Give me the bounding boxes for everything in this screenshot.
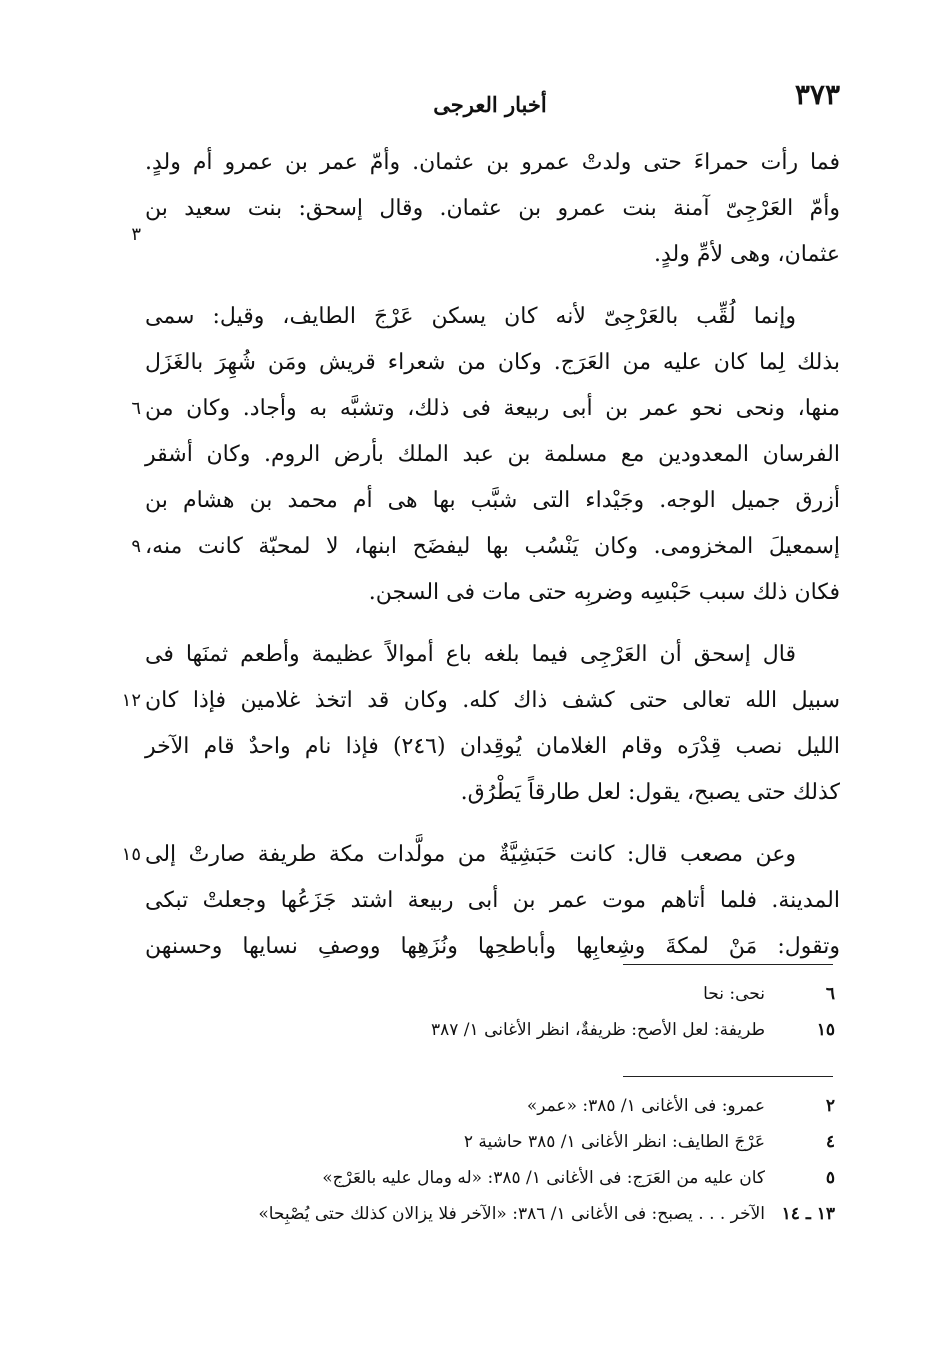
line-number: ١٢ bbox=[121, 690, 141, 711]
footnote-ref: ٥ bbox=[825, 1168, 835, 1188]
footnote bbox=[175, 1012, 835, 1048]
paragraph bbox=[121, 632, 840, 816]
footnote bbox=[175, 1124, 835, 1160]
footnote-text: كان عليه من العَرَج: فى الأغانى ١/ ٣٨٥: «له ومال عليه بالعَرْج» bbox=[322, 1168, 765, 1188]
line-number: ٦ bbox=[131, 398, 141, 419]
line-text: وعن مصعب قال: كانت حَبَشِيَّةٌ من مولَّدات مكة طريفة صارتْ إلى bbox=[145, 842, 796, 867]
running-title: أخبار العرجى bbox=[433, 92, 547, 117]
text-line bbox=[145, 478, 840, 524]
footnote-ref: ١٣ ـ ١٤ bbox=[781, 1204, 835, 1224]
text-line bbox=[121, 832, 840, 878]
footnote bbox=[175, 1160, 835, 1196]
text-line bbox=[145, 632, 840, 678]
paragraph bbox=[131, 294, 841, 616]
footnote bbox=[175, 976, 835, 1012]
line-text: الفرسان المعدودين مع مسلمة بن عبد الملك بأرض الروم. وكان أشقر bbox=[145, 442, 841, 467]
line-number: ١٥ bbox=[121, 844, 141, 865]
footnote-rule bbox=[623, 1076, 833, 1077]
text-line bbox=[145, 724, 840, 770]
text-line bbox=[121, 678, 840, 724]
variant-notes bbox=[175, 1088, 835, 1232]
line-text: إسمعيلَ المخزومى. وكان يَنْسُب بها ليفضَح ابنها، لا لمحبّة كانت منه، bbox=[145, 534, 840, 559]
footnote-text: الآخر . . . يصبح: فى الأغانى ١/ ٣٨٦: «الآخر فلا يزالان كذلك حتى يُصْبِحا» bbox=[258, 1204, 765, 1224]
line-text: الليل نصب قِدْرَه وقام الغلامان يُوقِدان (٢٤٦) فإذا نام واحدٌ قام الآخر bbox=[145, 734, 840, 759]
line-text: وأمّ العَرْجِىّ آمنة بنت عمرو بن عثمان. وقال إسحق: بنت سعيد بن bbox=[145, 196, 840, 221]
apparatus-notes bbox=[175, 976, 835, 1048]
line-text: فكان ذلك سبب حَبْسِه وضربِه حتى مات فى السجن. bbox=[368, 580, 840, 605]
text-line bbox=[131, 386, 840, 432]
line-number: ٩ bbox=[131, 536, 141, 557]
text-line bbox=[145, 770, 840, 816]
footnote-text: طريفة: لعل الأصح: ظريفةٌ، انظر الأغانى ١/ ٣٨٧ bbox=[430, 1020, 765, 1040]
footnote-text: عَرْجَ الطايف: انظر الأغانى ١/ ٣٨٥ حاشية ٢ bbox=[463, 1132, 765, 1152]
text-line bbox=[145, 340, 840, 386]
line-number: ٣ bbox=[131, 224, 141, 245]
footnote-ref: ١٥ bbox=[816, 1020, 835, 1040]
line-text: قال إسحق أن العَرْجِى فيما بلغه باع أموالاً عظيمة وأطعم ثمنَها فى bbox=[145, 642, 796, 667]
page-header bbox=[140, 78, 840, 118]
main-text bbox=[121, 140, 841, 986]
paragraph bbox=[131, 140, 840, 278]
footnote-text: عمرو: فى الأغانى ١/ ٣٨٥: «عمر» bbox=[526, 1096, 765, 1116]
footnote-rule bbox=[623, 964, 833, 965]
text-line bbox=[145, 294, 840, 340]
line-text: منها، ونحى نحو عمر بن أبى ربيعة فى ذلك، وتشبَّه به وأجاد. وكان من bbox=[145, 396, 840, 421]
line-text: أزرق جميل الوجه. وجَيْداء التى شبَّب بها هى أم محمد بن هشام بن bbox=[145, 488, 840, 513]
text-line bbox=[145, 186, 840, 232]
footnote-ref: ٦ bbox=[825, 984, 835, 1004]
line-text: وتقول: مَنْ لمكةَ وشِعابِها وأباطحِها ونُزَهِها ووصفِ نسايها وحسنهن bbox=[145, 934, 840, 959]
footnote bbox=[175, 1196, 835, 1232]
line-text: المدينة. فلما أتاهم موت عمر بن أبى ربيعة اشتد جَزَعُها وجعلتْ تبكى bbox=[145, 888, 841, 913]
line-text: وإنما لُقِّب بالعَرْجِىّ لأنه كان يسكن عَرْجَ الطايف، وقيل: سمى bbox=[145, 304, 796, 329]
text-line bbox=[145, 878, 840, 924]
footnote bbox=[175, 1088, 835, 1124]
line-text: كذلك حتى يصبح، يقول: لعل طارقاً يَطْرُق. bbox=[460, 780, 840, 805]
text-line bbox=[131, 224, 840, 278]
text-line bbox=[145, 570, 840, 616]
line-text: فما رأت حمراءَ حتى ولدتْ عمرو بن عثمان. وأمّ عمر بن عمرو أم ولدٍ. bbox=[145, 150, 840, 175]
footnote-ref: ٤ bbox=[825, 1132, 835, 1152]
paragraph bbox=[121, 832, 841, 970]
line-text: بذلك لِما كان عليه من العَرَج. وكان من شعراء قريش ومَن شُهِرَ بالغَزَل bbox=[145, 350, 840, 375]
line-text: عثمان، وهى لأمِّ ولدٍ. bbox=[653, 242, 840, 267]
page-number: ٣٧٣ bbox=[794, 78, 840, 111]
text-line bbox=[145, 432, 840, 478]
text-line bbox=[131, 524, 840, 570]
footnote-text: نحى: نحا bbox=[703, 984, 765, 1004]
footnote-ref: ٢ bbox=[825, 1096, 835, 1116]
line-text: سبيل الله تعالى حتى كشف ذاك كله. وكان قد اتخذ غلامين فإذا كان bbox=[145, 688, 840, 713]
text-line bbox=[145, 140, 840, 186]
